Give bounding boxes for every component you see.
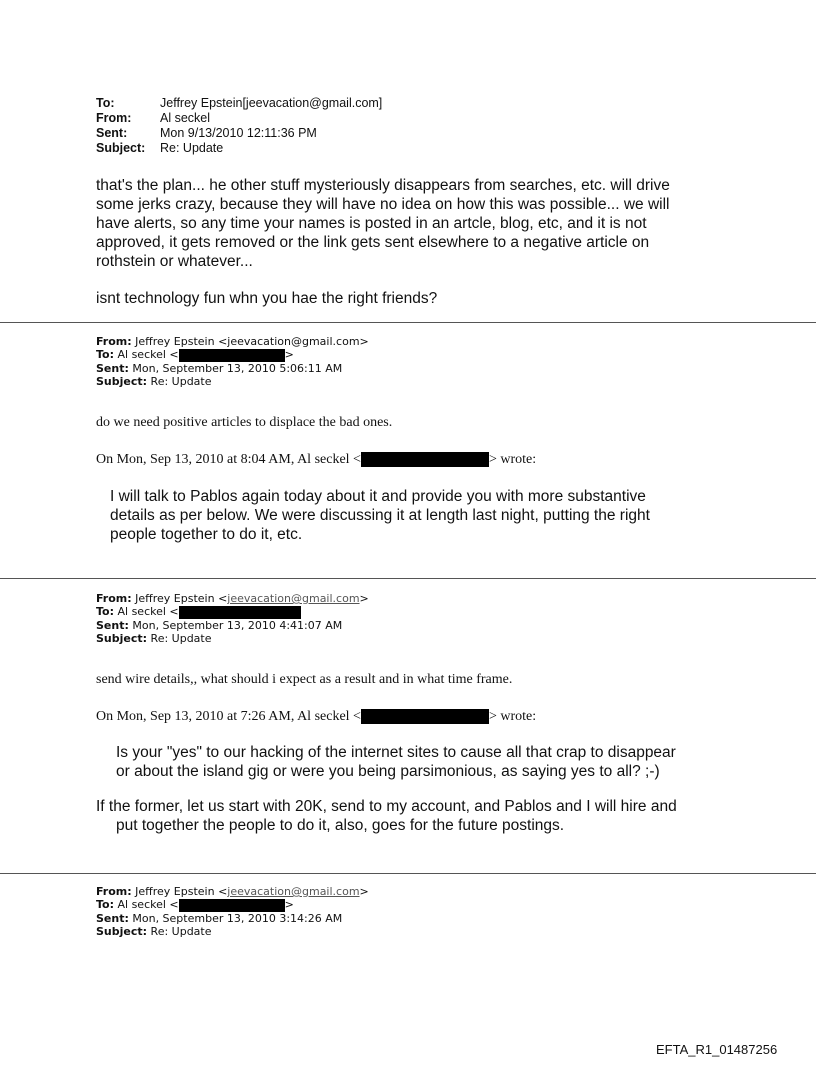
header-key: From: [96, 592, 132, 605]
header-key: From: [96, 111, 132, 125]
quote-intro-text: On Mon, Sep 13, 2010 at 8:04 AM, Al seckel < [96, 452, 361, 467]
msg2-quote-intro [96, 451, 536, 468]
header-key: Sent: [96, 618, 129, 632]
body-line: rothstein or whatever... [96, 253, 253, 270]
msg3-quote [116, 743, 806, 781]
separator-rule [0, 322, 816, 323]
redaction-bar [179, 899, 285, 912]
header-row-sent [96, 619, 369, 632]
header-row-to [96, 96, 382, 111]
header-value: Mon, September 13, 2010 3:14:26 AM [132, 911, 343, 925]
header-value: Al seckel [160, 111, 211, 125]
header-value: > [284, 898, 294, 911]
email-link[interactable]: jeevacation@gmail.com [227, 592, 360, 605]
header-key: Sent: [96, 126, 128, 140]
header-key: Sent: [96, 911, 129, 925]
msg3-quote-intro [96, 708, 536, 725]
body-line: some jerks crazy, because they will have no idea on how this was possible... we will [96, 196, 670, 213]
header-row-from [96, 335, 369, 348]
msg1-closing: isnt technology fun whn you hae the right friends? [96, 290, 438, 307]
header-key: From: [96, 885, 132, 898]
quote-line: or about the island gig or were you being parsimonious, as saying yes to all? ;-) [116, 763, 660, 780]
redaction-bar [361, 452, 489, 467]
header-value: > [359, 885, 369, 898]
header-value: Jeffrey Epstein < [135, 885, 228, 898]
header-value: Jeffrey Epstein <jeevacation@gmail.com> [135, 335, 369, 348]
header-value: Re: Update [150, 631, 212, 645]
redaction-bar [179, 606, 301, 619]
quote-line: Is your "yes" to our hacking of the internet sites to cause all that crap to disappear [116, 744, 676, 761]
header-row-to [96, 605, 369, 619]
redaction-bar [179, 349, 285, 362]
header-key: To: [96, 605, 114, 618]
header-value: Al seckel < [117, 348, 179, 361]
header-value: Mon 9/13/2010 12:11:36 PM [160, 126, 317, 140]
header-row-sent [96, 362, 369, 375]
quote-intro-text: > wrote: [488, 709, 537, 724]
header-key: From: [96, 335, 132, 348]
quote-line: people together to do it, etc. [110, 526, 303, 543]
header-key: To: [96, 348, 114, 361]
header-value: Re: Update [160, 141, 224, 155]
header-row-subject [96, 632, 369, 645]
msg3-header [96, 592, 369, 645]
header-key: To: [96, 96, 115, 110]
msg3-followup [96, 797, 806, 835]
header-row-from [96, 885, 369, 898]
body-line: that's the plan... he other stuff mysteriously disappears from searches, etc. will drive [96, 177, 670, 194]
header-row-to [96, 348, 369, 362]
redaction-bar [361, 709, 489, 724]
header-value: Al seckel < [117, 898, 179, 911]
header-key: Subject: [96, 631, 148, 645]
followup-line: put together the people to do it, also, goes for the future postings. [116, 817, 565, 834]
header-key: Subject: [96, 141, 146, 155]
header-row-sent [96, 126, 382, 141]
header-key: Sent: [96, 361, 129, 375]
header-row-subject [96, 925, 369, 938]
body-line: have alerts, so any time your names is posted in an artcle, blog, etc, and it is not [96, 215, 647, 232]
header-row-subject [96, 375, 369, 388]
followup-line: If the former, let us start with 20K, send to my account, and Pablos and I will hire and [96, 798, 677, 815]
msg4-header [96, 885, 369, 938]
header-row-from [96, 111, 382, 126]
header-value: > [284, 348, 294, 361]
msg2-quote [110, 487, 790, 544]
email-link[interactable]: jeevacation@gmail.com [227, 885, 360, 898]
header-key: Subject: [96, 924, 148, 938]
quote-line: I will talk to Pablos again today about it and provide you with more substantive [110, 488, 646, 505]
header-value: Jeffrey Epstein[jeevacation@gmail.com] [160, 96, 383, 110]
header-value: Mon, September 13, 2010 5:06:11 AM [132, 361, 343, 375]
header-value: Re: Update [150, 924, 212, 938]
header-row-subject [96, 141, 382, 156]
header-row-sent [96, 912, 369, 925]
msg1-header [96, 96, 382, 156]
separator-rule [0, 578, 816, 579]
quote-intro-text: > wrote: [488, 452, 537, 467]
header-value: > [359, 592, 369, 605]
header-row-from [96, 592, 369, 605]
header-value: Jeffrey Epstein < [135, 592, 228, 605]
msg2-body: do we need positive articles to displace the bad ones. [96, 415, 393, 430]
msg3-body: send wire details,, what should i expect as a result and in what time frame. [96, 672, 513, 687]
quote-line: details as per below. We were discussing it at length last night, putting the right [110, 507, 650, 524]
header-key: Subject: [96, 374, 148, 388]
header-value: Al seckel < [117, 605, 179, 618]
body-line: approved, it gets removed or the link gets sent elsewhere to a negative article on [96, 234, 650, 251]
document-id-footer: EFTA_R1_01487256 [656, 1042, 778, 1057]
header-key: To: [96, 898, 114, 911]
separator-rule [0, 873, 816, 874]
msg2-header [96, 335, 369, 388]
header-value: Mon, September 13, 2010 4:41:07 AM [132, 618, 343, 632]
header-value: Re: Update [150, 374, 212, 388]
quote-intro-text: On Mon, Sep 13, 2010 at 7:26 AM, Al seckel < [96, 709, 361, 724]
msg1-body [96, 176, 796, 271]
header-row-to [96, 898, 369, 912]
